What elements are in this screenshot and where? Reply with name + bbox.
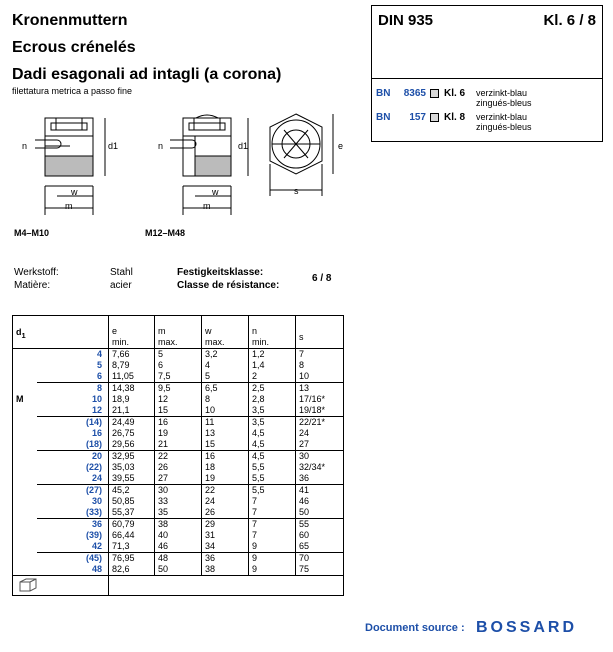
strength-class: Kl. 6 / 8 bbox=[543, 12, 596, 29]
cell-w: 34 bbox=[202, 541, 249, 553]
cell-d1: 30 bbox=[91, 496, 102, 506]
table-row bbox=[13, 473, 344, 485]
cell-e: 50,85 bbox=[109, 496, 155, 507]
table-row bbox=[13, 439, 344, 451]
cell-d1: (22) bbox=[85, 462, 102, 472]
cell-e: 29,56 bbox=[109, 439, 155, 451]
cell-m: 48 bbox=[155, 553, 202, 565]
cell-m: 16 bbox=[155, 417, 202, 429]
matiere-label: Matière: bbox=[14, 280, 51, 291]
cell-e: 66,44 bbox=[109, 530, 155, 541]
thread-prefix-cell bbox=[13, 428, 38, 439]
table-row bbox=[13, 485, 344, 497]
table-row bbox=[13, 371, 344, 383]
table-row bbox=[13, 530, 344, 541]
dim-s: s bbox=[294, 186, 299, 196]
cell-m: 27 bbox=[155, 473, 202, 485]
drawing-side-view-large bbox=[170, 115, 248, 215]
matiere-value: acier bbox=[110, 280, 132, 291]
document-source-label: Document source : bbox=[365, 622, 465, 634]
cell-e: 11,05 bbox=[109, 371, 155, 383]
cell-d1: 4 bbox=[96, 349, 102, 359]
cell-s: 55 bbox=[296, 519, 344, 531]
cell-s: 36 bbox=[296, 473, 344, 485]
cell-e: 24,49 bbox=[109, 417, 155, 429]
cell-n: 2,8 bbox=[249, 394, 296, 405]
cell-d1: (33) bbox=[85, 507, 102, 517]
cell-s: 70 bbox=[296, 553, 344, 565]
thread-prefix-cell bbox=[13, 462, 38, 473]
cube-icon bbox=[16, 576, 40, 592]
checkbox-icon[interactable] bbox=[430, 89, 439, 98]
cell-m: 19 bbox=[155, 428, 202, 439]
cell-w: 31 bbox=[202, 530, 249, 541]
cell-e: 26,75 bbox=[109, 428, 155, 439]
cell-s: 24 bbox=[296, 428, 344, 439]
cell-d1: 36 bbox=[37, 519, 109, 531]
header-e: e min. bbox=[109, 316, 155, 349]
cell-w: 26 bbox=[202, 507, 249, 519]
dim-e: e bbox=[338, 141, 344, 151]
cell-e: 71,3 bbox=[109, 541, 155, 553]
cell-d1: 6 bbox=[96, 371, 102, 381]
cell-d1: (18) bbox=[85, 439, 102, 449]
cell-n: 5,5 bbox=[249, 485, 296, 497]
standard-header-box bbox=[371, 5, 603, 142]
cell-d1: (27) bbox=[37, 485, 109, 497]
cell-w: 5 bbox=[202, 371, 249, 383]
bossard-logo[interactable]: BOSSARD bbox=[476, 619, 578, 636]
werkstoff-label: Werkstoff: bbox=[14, 267, 59, 278]
din-number: DIN 935 bbox=[378, 12, 434, 29]
thread-prefix-cell bbox=[13, 417, 38, 429]
cell-e: 45,2 bbox=[109, 485, 155, 497]
dim-d1-large: d1 bbox=[238, 141, 249, 151]
cell-d1: 42 bbox=[91, 541, 102, 551]
table-row bbox=[13, 541, 344, 553]
cell-n: 9 bbox=[249, 564, 296, 576]
cell-s: 46 bbox=[296, 496, 344, 507]
cell-s: 8 bbox=[296, 360, 344, 371]
cell-d1: 48 bbox=[91, 564, 102, 574]
cell-s: 32/34* bbox=[296, 462, 344, 473]
cell-m: 26 bbox=[155, 462, 202, 473]
cell-e: 18,9 bbox=[109, 394, 155, 405]
classe-value: 6 / 8 bbox=[312, 273, 332, 284]
cell-m: 21 bbox=[155, 439, 202, 451]
cell-w: 3,2 bbox=[202, 349, 249, 361]
table-header-row bbox=[13, 316, 344, 349]
bn-number[interactable]: BN 8365 bbox=[376, 88, 426, 99]
bn-row bbox=[376, 88, 532, 108]
table-row bbox=[13, 519, 344, 531]
title-french: Ecrous crénelés bbox=[12, 39, 136, 56]
table-row bbox=[13, 553, 344, 565]
thread-prefix-cell bbox=[13, 371, 38, 383]
cell-m: 5 bbox=[155, 349, 202, 361]
cell-m: 33 bbox=[155, 496, 202, 507]
table-row bbox=[13, 417, 344, 429]
cell-d1: 8 bbox=[37, 383, 109, 395]
cell-w: 6,5 bbox=[202, 383, 249, 395]
cell-n: 3,5 bbox=[249, 405, 296, 417]
cell-n: 1,4 bbox=[249, 360, 296, 371]
cell-n: 9 bbox=[249, 553, 296, 565]
cell-d1: (39) bbox=[85, 530, 102, 540]
cell-w: 11 bbox=[202, 417, 249, 429]
header-d1: $d_1$ bbox=[13, 316, 109, 349]
cell-n: 7 bbox=[249, 519, 296, 531]
cell-e: 7,66 bbox=[109, 349, 155, 361]
cell-e: 55,37 bbox=[109, 507, 155, 519]
table-row bbox=[13, 360, 344, 371]
table-row bbox=[13, 394, 344, 405]
cell-d1: 16 bbox=[91, 428, 102, 438]
cell-w: 18 bbox=[202, 462, 249, 473]
drawing-label-small: M4–M10 bbox=[14, 228, 50, 238]
thread-prefix-cell bbox=[13, 383, 38, 395]
cell-e: 76,95 bbox=[109, 553, 155, 565]
thread-prefix-cell bbox=[13, 564, 38, 576]
cell-s: 50 bbox=[296, 507, 344, 519]
dimension-table bbox=[12, 315, 344, 596]
thread-prefix-cell bbox=[13, 473, 38, 485]
checkbox-icon[interactable] bbox=[430, 113, 439, 122]
cell-w: 8 bbox=[202, 394, 249, 405]
cell-m: 50 bbox=[155, 564, 202, 576]
thread-prefix-cell bbox=[13, 507, 38, 519]
cell-m: 30 bbox=[155, 485, 202, 497]
cell-n: 7 bbox=[249, 530, 296, 541]
cell-d1: 12 bbox=[91, 405, 102, 415]
cell-s: 75 bbox=[296, 564, 344, 576]
cell-m: 35 bbox=[155, 507, 202, 519]
cell-w: 36 bbox=[202, 553, 249, 565]
cell-e: 60,79 bbox=[109, 519, 155, 531]
cell-e: 21,1 bbox=[109, 405, 155, 417]
cell-e: 35,03 bbox=[109, 462, 155, 473]
cell-w: 13 bbox=[202, 428, 249, 439]
title-italian: Dadi esagonali ad intagli (a corona) bbox=[12, 66, 282, 83]
cell-d1: (14) bbox=[37, 417, 109, 429]
cell-s: 30 bbox=[296, 451, 344, 463]
cell-n: 5,5 bbox=[249, 462, 296, 473]
dim-w: w bbox=[71, 187, 78, 197]
thread-prefix-cell bbox=[13, 553, 38, 565]
table-row bbox=[13, 383, 344, 395]
cell-s: 22/21* bbox=[296, 417, 344, 429]
dim-w-large: w bbox=[212, 187, 219, 197]
thread-prefix-cell bbox=[13, 349, 38, 361]
thread-prefix-cell bbox=[13, 451, 38, 463]
cell-d1: 10 bbox=[91, 394, 102, 404]
cell-n: 4,5 bbox=[249, 428, 296, 439]
thread-prefix-cell bbox=[13, 519, 38, 531]
cell-m: 15 bbox=[155, 405, 202, 417]
table-row bbox=[13, 405, 344, 417]
cell-s: 60 bbox=[296, 530, 344, 541]
cell-n: 9 bbox=[249, 541, 296, 553]
cell-m: 38 bbox=[155, 519, 202, 531]
cell-m: 40 bbox=[155, 530, 202, 541]
cell-n: 7 bbox=[249, 496, 296, 507]
dim-n-large: n bbox=[158, 141, 164, 151]
cell-s: 7 bbox=[296, 349, 344, 361]
footer-empty-cell bbox=[109, 576, 344, 596]
cell-s: 27 bbox=[296, 439, 344, 451]
title-subtitle: filettatura metrica a passo fine bbox=[12, 86, 133, 96]
table-row bbox=[13, 451, 344, 463]
cell-n: 2,5 bbox=[249, 383, 296, 395]
footer-icon-cell bbox=[13, 576, 109, 596]
thread-prefix-cell bbox=[13, 496, 38, 507]
title-german: Kronenmuttern bbox=[12, 12, 128, 29]
cell-w: 10 bbox=[202, 405, 249, 417]
cell-n: 3,5 bbox=[249, 417, 296, 429]
cell-w: 22 bbox=[202, 485, 249, 497]
cell-d1: 24 bbox=[91, 473, 102, 483]
drawing-top-view bbox=[270, 114, 333, 196]
cell-e: 8,79 bbox=[109, 360, 155, 371]
cell-e: 14,38 bbox=[109, 383, 155, 395]
drawing-label-large: M12–M48 bbox=[145, 228, 186, 238]
cell-s: 41 bbox=[296, 485, 344, 497]
cell-w: 19 bbox=[202, 473, 249, 485]
cell-w: 38 bbox=[202, 564, 249, 576]
nut-drawings bbox=[0, 100, 370, 240]
table-footer-row bbox=[13, 576, 344, 596]
table-row bbox=[13, 428, 344, 439]
cell-e: 82,6 bbox=[109, 564, 155, 576]
cell-n: 2 bbox=[249, 371, 296, 383]
header-w: w max. bbox=[202, 316, 249, 349]
standard-header-top bbox=[372, 6, 602, 79]
table-row bbox=[13, 349, 344, 361]
festigkeit-label: Festigkeitsklasse: bbox=[177, 267, 264, 278]
thread-prefix-cell bbox=[13, 541, 38, 553]
header-m: m max. bbox=[155, 316, 202, 349]
cell-w: 15 bbox=[202, 439, 249, 451]
header-s: s bbox=[296, 316, 344, 349]
table-row bbox=[13, 564, 344, 576]
cell-w: 24 bbox=[202, 496, 249, 507]
cell-n: 7 bbox=[249, 507, 296, 519]
cell-e: 32,95 bbox=[109, 451, 155, 463]
cell-d1: (45) bbox=[37, 553, 109, 565]
dim-m-large: m bbox=[203, 201, 211, 211]
cell-m: 46 bbox=[155, 541, 202, 553]
cell-s: 17/16* bbox=[296, 394, 344, 405]
bn-finish: verzinkt-blau zingués-bleus bbox=[476, 112, 532, 132]
thread-prefix-cell bbox=[13, 405, 38, 417]
cell-m: 7,5 bbox=[155, 371, 202, 383]
cell-m: 12 bbox=[155, 394, 202, 405]
cell-e: 39,55 bbox=[109, 473, 155, 485]
cell-m: 9,5 bbox=[155, 383, 202, 395]
dim-m: m bbox=[65, 201, 73, 211]
cell-d1: 20 bbox=[37, 451, 109, 463]
cell-d1: 5 bbox=[96, 360, 102, 370]
bn-finish: verzinkt-blau zingués-bleus bbox=[476, 88, 532, 108]
cell-m: 6 bbox=[155, 360, 202, 371]
cell-s: 10 bbox=[296, 371, 344, 383]
thread-prefix-cell bbox=[13, 485, 38, 497]
cell-w: 16 bbox=[202, 451, 249, 463]
cell-n: 4,5 bbox=[249, 451, 296, 463]
cell-s: 19/18* bbox=[296, 405, 344, 417]
bn-class: Kl. 8 bbox=[444, 112, 466, 123]
thread-prefix-cell bbox=[13, 360, 38, 371]
bn-class: Kl. 6 bbox=[444, 88, 466, 99]
cell-w: 4 bbox=[202, 360, 249, 371]
table-row bbox=[13, 496, 344, 507]
werkstoff-value: Stahl bbox=[110, 267, 133, 278]
thread-prefix-cell bbox=[13, 530, 38, 541]
dim-d1: d1 bbox=[108, 141, 119, 151]
cell-w: 29 bbox=[202, 519, 249, 531]
thread-prefix-cell: M bbox=[16, 394, 24, 404]
table-row bbox=[13, 462, 344, 473]
cell-n: 1,2 bbox=[249, 349, 296, 361]
cell-s: 13 bbox=[296, 383, 344, 395]
cell-n: 4,5 bbox=[249, 439, 296, 451]
bn-row bbox=[376, 112, 532, 132]
cell-n: 5,5 bbox=[249, 473, 296, 485]
thread-prefix-cell bbox=[13, 439, 38, 451]
dim-n: n bbox=[22, 141, 28, 151]
header-n: n min. bbox=[249, 316, 296, 349]
classe-label: Classe de résistance: bbox=[177, 280, 280, 291]
bn-number[interactable]: BN 157 bbox=[376, 112, 426, 123]
cell-m: 22 bbox=[155, 451, 202, 463]
cell-s: 65 bbox=[296, 541, 344, 553]
table-row bbox=[13, 507, 344, 519]
